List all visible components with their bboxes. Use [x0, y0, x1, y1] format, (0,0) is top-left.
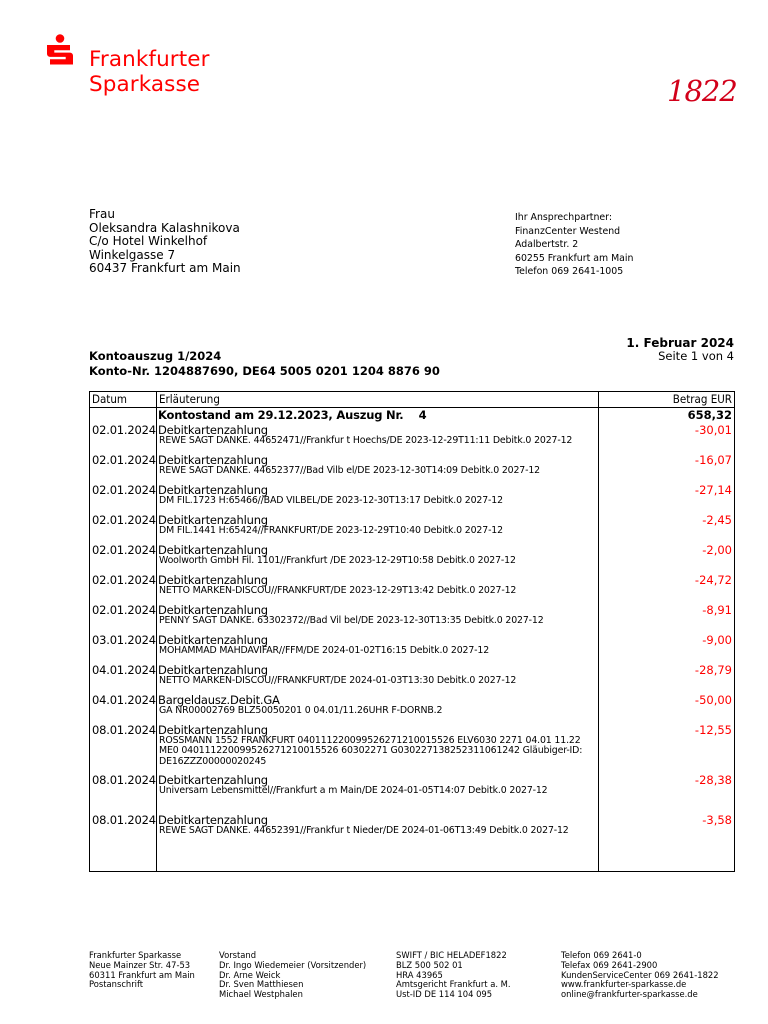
transaction-detail: NETTO MARKEN-DISCOU//FRANKFURT/DE 2023-12-29T13:42 Debitk.0 2027-12	[159, 585, 517, 596]
footer-contact	[561, 951, 719, 1000]
brand-year: 1822	[667, 74, 737, 108]
transactions-table	[89, 391, 735, 872]
contact-city: 60255 Frankfurt am Main	[515, 252, 634, 264]
footer-line: HRA 43965	[396, 969, 443, 980]
footer-line: Telefon 069 2641-0	[561, 950, 642, 960]
bank-name-line1: Frankfurter	[89, 47, 210, 72]
transaction-amount: -30,01	[694, 423, 732, 437]
transaction-row	[90, 813, 734, 853]
transaction-type: Debitkartenzahlung	[158, 603, 268, 617]
contact-street: Adalbertstr. 2	[515, 239, 579, 251]
transaction-date: 02.01.2024	[92, 483, 156, 497]
transaction-amount: -2,00	[702, 543, 732, 557]
transaction-detail: Woolworth GmbH Fil. 1101//Frankfurt /DE 2023-12-29T10:58 Debitk.0 2027-12	[159, 555, 516, 566]
transaction-row	[90, 513, 734, 543]
transaction-rows	[90, 408, 734, 853]
transaction-amount: -27,14	[694, 483, 732, 497]
transaction-date: 02.01.2024	[92, 603, 156, 617]
footer-board	[219, 951, 366, 1000]
transaction-date: 04.01.2024	[92, 663, 156, 677]
transaction-row	[90, 663, 734, 693]
transaction-type: Debitkartenzahlung	[158, 813, 268, 827]
transaction-date: 02.01.2024	[92, 573, 156, 587]
transaction-amount: -3,58	[702, 813, 732, 827]
footer-line: Dr. Sven Matthiesen	[219, 979, 304, 990]
transaction-amount: -8,91	[702, 603, 732, 617]
footer-line: Ust-ID DE 114 104 095	[396, 989, 493, 1000]
header-date: Datum	[92, 392, 127, 406]
footer-line: SWIFT / BIC HELADEF1822	[396, 950, 507, 960]
contact-label: Ihr Ansprechpartner:	[515, 212, 613, 223]
transaction-date: 08.01.2024	[92, 813, 156, 827]
transaction-amount: -24,72	[694, 573, 732, 587]
transaction-row	[90, 773, 734, 813]
statement-date: 1. Februar 2024	[626, 336, 734, 350]
recipient-address	[89, 208, 241, 276]
footer-address	[89, 951, 195, 990]
header-amount: Betrag EUR	[672, 392, 732, 406]
transaction-type: Debitkartenzahlung	[158, 453, 268, 467]
contact-phone: Telefon 069 2641-1005	[515, 266, 624, 278]
transaction-date: 02.01.2024	[92, 513, 156, 527]
footer-line: Frankfurter Sparkasse	[89, 950, 182, 960]
header-description: Erläuterung	[159, 392, 220, 406]
transaction-date: 02.01.2024	[92, 453, 156, 467]
transaction-amount: -28,38	[694, 773, 732, 787]
footer-line: Michael Westphalen	[219, 989, 303, 1000]
transaction-detail: MOHAMMAD MAHDAVIFAR//FFM/DE 2024-01-02T16:15 Debitk.0 2027-12	[159, 645, 490, 656]
transaction-type: Debitkartenzahlung	[158, 773, 268, 787]
statement-title: Kontoauszug 1/2024	[89, 349, 222, 363]
transaction-type: Debitkartenzahlung	[158, 543, 268, 557]
transaction-type: Debitkartenzahlung	[158, 573, 268, 587]
footer-line: online@frankfurter-sparkasse.de	[561, 989, 698, 1000]
contact-branch: FinanzCenter Westend	[515, 225, 621, 237]
transaction-type: Debitkartenzahlung	[158, 663, 268, 677]
transaction-row	[90, 483, 734, 513]
transaction-type: Debitkartenzahlung	[158, 633, 268, 647]
transaction-detail: DM FIL.1441 H:65424//FRANKFURT/DE 2023-12-29T10:40 Debitk.0 2027-12	[159, 525, 503, 536]
bank-name-line2: Sparkasse	[89, 72, 201, 97]
footer-line: Dr. Arne Weick	[219, 969, 281, 980]
transaction-row	[90, 633, 734, 663]
transaction-date: 04.01.2024	[92, 693, 156, 707]
recipient-careof: C/o Hotel Winkelhof	[89, 234, 208, 249]
footer-line: Postanschrift	[89, 979, 144, 990]
transaction-detail: GA NR00002769 BLZ50050201 0 04.01/11.26UHR F-DORNB.2	[159, 705, 443, 716]
transaction-detail: REWE SAGT DANKE. 44652391//Frankfur t Nieder/DE 2024-01-06T13:49 Debitk.0 2027-12	[159, 825, 569, 836]
transaction-type: Debitkartenzahlung	[158, 483, 268, 497]
footer-line: 60311 Frankfurt am Main	[89, 969, 195, 980]
footer-line: KundenServiceCenter 069 2641-1822	[561, 969, 719, 980]
page-indicator: Seite 1 von 4	[658, 349, 734, 363]
opening-balance-row	[90, 408, 734, 423]
transaction-detail: REWE SAGT DANKE. 44652377//Bad Vilb el/DE 2023-12-30T14:09 Debitk.0 2027-12	[159, 465, 540, 476]
transaction-detail: NETTO MARKEN-DISCOU//FRANKFURT/DE 2024-01-03T13:30 Debitk.0 2027-12	[159, 675, 517, 686]
transaction-row	[90, 423, 734, 453]
bank-name	[89, 47, 210, 97]
transaction-amount: -28,79	[694, 663, 732, 677]
footer-bank-ids	[396, 951, 511, 1000]
transaction-row	[90, 693, 734, 723]
transaction-amount: -12,55	[694, 723, 732, 737]
transaction-detail: ROSSMANN 1552 FRANKFURT 040111220099526271210015526 ELV6030 2271 04.01 11.22 ME0 040111220099526271210015526 60302271 G030227138252311061242 Gläubiger-ID: DE16ZZZ00000020245	[159, 735, 583, 767]
transaction-row	[90, 543, 734, 573]
footer-line: Amtsgericht Frankfurt a. M.	[396, 979, 511, 990]
footer-line: Telefax 069 2641-2900	[561, 959, 658, 970]
transaction-date: 08.01.2024	[92, 723, 156, 737]
transaction-date: 02.01.2024	[92, 543, 156, 557]
transaction-type: Debitkartenzahlung	[158, 513, 268, 527]
transaction-detail: REWE SAGT DANKE. 44652471//Frankfur t Hoechs/DE 2023-12-29T11:11 Debitk.0 2027-12	[159, 435, 573, 446]
transaction-amount: -50,00	[694, 693, 732, 707]
transaction-row	[90, 573, 734, 603]
contact-person-block	[515, 211, 633, 279]
transaction-type: Debitkartenzahlung	[158, 423, 268, 437]
transaction-type: Debitkartenzahlung	[158, 723, 268, 737]
footer-line: www.frankfurter-sparkasse.de	[561, 979, 687, 990]
recipient-name: Oleksandra Kalashnikova	[89, 220, 240, 235]
recipient-street: Winkelgasse 7	[89, 247, 176, 262]
transaction-row	[90, 603, 734, 633]
transaction-detail: Universam Lebensmittel//Frankfurt a m Main/DE 2024-01-05T14:07 Debitk.0 2027-12	[159, 785, 548, 796]
transaction-row	[90, 723, 734, 773]
transaction-date: 08.01.2024	[92, 773, 156, 787]
footer-line: Neue Mainzer Str. 47-53	[89, 959, 191, 970]
account-number: Konto-Nr. 1204887690, DE64 5005 0201 1204 8876 90	[89, 364, 440, 378]
transaction-amount: -2,45	[702, 513, 732, 527]
transaction-date: 02.01.2024	[92, 423, 156, 437]
transaction-detail: DM FIL.1723 H:65466//BAD VILBEL/DE 2023-12-30T13:17 Debitk.0 2027-12	[159, 495, 503, 506]
transaction-detail: PENNY SAGT DANKE. 63302372//Bad Vil bel/DE 2023-12-30T13:35 Debitk.0 2027-12	[159, 615, 544, 626]
sparkasse-logo-icon	[44, 34, 76, 70]
transaction-row	[90, 453, 734, 483]
transaction-amount: -9,00	[702, 633, 732, 647]
transaction-type: Bargeldausz.Debit.GA	[158, 693, 280, 707]
transaction-amount: -16,07	[694, 453, 732, 467]
opening-balance-amount: 658,32	[687, 408, 732, 422]
footer-line: BLZ 500 502 01	[396, 959, 463, 970]
opening-balance-label: Kontostand am 29.12.2023, Auszug Nr. 4	[158, 408, 427, 422]
transaction-date: 03.01.2024	[92, 633, 156, 647]
recipient-salutation: Frau	[89, 207, 115, 221]
recipient-city: 60437 Frankfurt am Main	[89, 261, 241, 276]
footer-line: Vorstand	[219, 950, 257, 960]
footer-line: Dr. Ingo Wiedemeier (Vorsitzender)	[219, 959, 367, 970]
